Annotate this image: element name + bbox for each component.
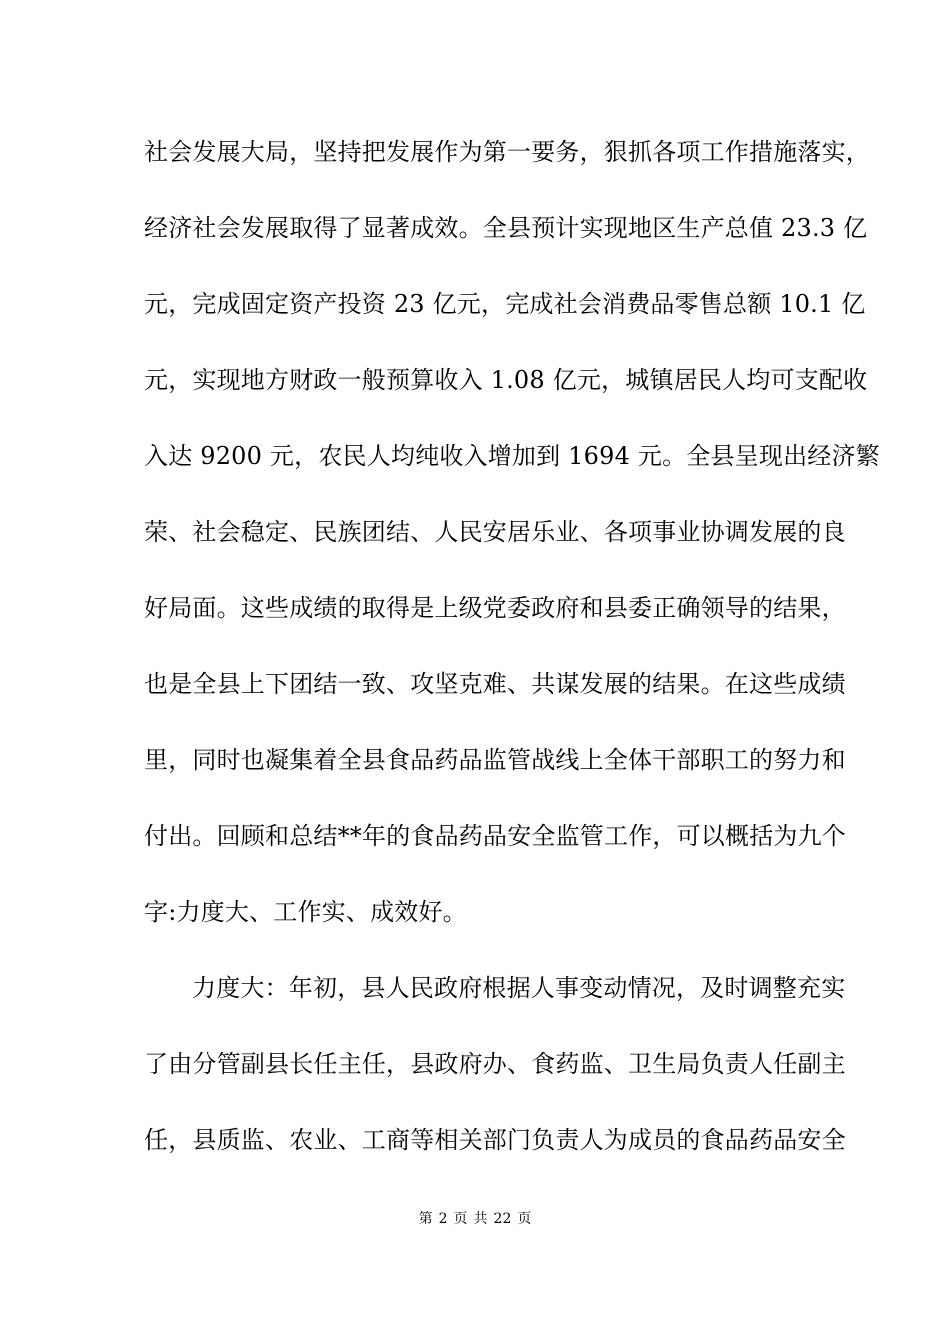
text-line: 经济社会发展取得了显著成效。全县预计实现地区生产总值 23.3 亿 [144,214,868,242]
total-label: 共 [473,1211,488,1227]
text-line: 元，完成固定资产投资 23 亿元，完成社会消费品零售总额 10.1 亿 [144,290,866,318]
page-footer [0,1208,950,1228]
text-line: 荣、社会稳定、民族团结、人民安居乐业、各项事业协调发展的良 [144,518,846,546]
page-number: 2 [438,1211,448,1227]
page-unit: 页 [453,1211,468,1227]
text-line: 付出。回顾和总结**年的食品药品安全监管工作，可以概括为九个 [144,822,846,850]
text-line: 社会发展大局，坚持把发展作为第一要务，狠抓各项工作措施落实， [144,138,870,166]
paragraph-first-line: 力度大：年初，县人民政府根据人事变动情况，及时调整充实 [192,974,846,1002]
text-line: 任，县质监、农业、工商等相关部门负责人为成员的食品药品安全 [144,1126,846,1154]
text-line: 好局面。这些成绩的取得是上级党委政府和县委正确领导的结果， [144,594,846,622]
total-unit: 页 [517,1211,532,1227]
page-label: 第 [418,1211,433,1227]
text-line: 里，同时也凝集着全县食品药品监管战线上全体干部职工的努力和 [144,746,846,774]
text-line: 入达 9200 元，农民人均纯收入增加到 1694 元。全县呈现出经济繁 [144,442,880,470]
text-line: 了由分管副县长任主任，县政府办、食药监、卫生局负责人任副主 [144,1050,846,1078]
text-line: 元，实现地方财政一般预算收入 1.08 亿元，城镇居民人均可支配收 [144,366,868,394]
text-line: 也是全县上下团结一致、攻坚克难、共谋发展的结果。在这些成绩 [144,670,846,698]
text-line: 字:力度大、工作实、成效好。 [144,898,467,926]
total-pages: 22 [493,1211,512,1227]
